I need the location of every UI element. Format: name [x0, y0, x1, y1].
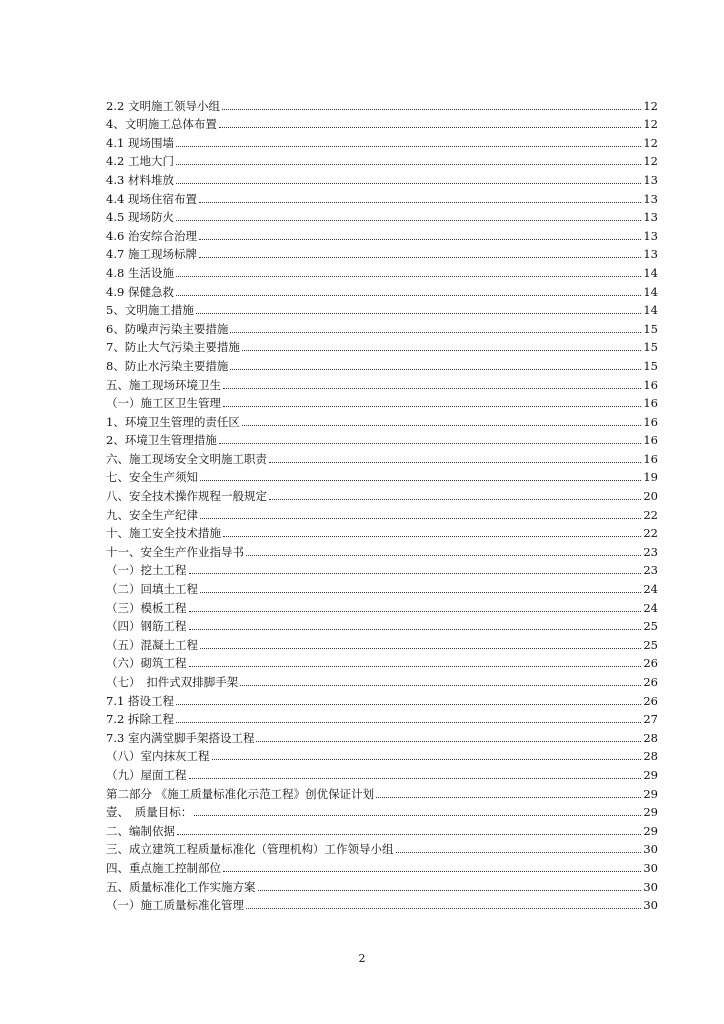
- toc-leader-dots: [219, 443, 641, 444]
- toc-leader-dots: [269, 462, 641, 463]
- toc-entry[interactable]: [106, 131, 658, 150]
- toc-entry-page: 15: [643, 358, 658, 373]
- toc-entry-title: （七） 扣件式双排脚手架: [106, 675, 239, 689]
- toc-entry-page: 16: [643, 414, 658, 429]
- toc-leader-dots: [230, 332, 641, 333]
- toc-entry-title: 五、质量标准化工作实施方案: [106, 879, 256, 894]
- toc-entry-title: （五）混凝土工程: [106, 637, 198, 652]
- toc-entry[interactable]: [106, 150, 658, 169]
- toc-leader-dots: [189, 629, 642, 630]
- toc-entry[interactable]: [106, 577, 658, 596]
- toc-entry[interactable]: [106, 484, 658, 503]
- toc-leader-dots: [176, 220, 641, 221]
- toc-leader-dots: [199, 257, 641, 258]
- toc-entry-title: （一）挖土工程: [106, 563, 187, 578]
- toc-leader-dots: [189, 666, 642, 667]
- toc-leader-dots: [212, 759, 642, 760]
- toc-entry-page: 23: [643, 544, 658, 559]
- toc-leader-dots: [222, 109, 641, 110]
- toc-leader-dots: [189, 573, 642, 574]
- toc-leader-dots: [200, 592, 641, 593]
- toc-entry[interactable]: [106, 392, 658, 411]
- toc-entry-title: 4.4 现场住宿布置: [106, 191, 197, 206]
- toc-entry[interactable]: [106, 373, 658, 392]
- toc-entry-page: 16: [643, 396, 658, 411]
- toc-entry-page: 26: [643, 656, 658, 671]
- toc-entry[interactable]: [106, 466, 658, 485]
- toc-entry[interactable]: [106, 503, 658, 522]
- toc-entry[interactable]: [106, 559, 658, 578]
- toc-entry-page: 25: [643, 637, 658, 652]
- toc-leader-dots: [242, 350, 641, 351]
- toc-entry-title: 8、防止水污染主要措施: [106, 358, 229, 373]
- toc-entry[interactable]: [106, 354, 658, 373]
- toc-entry-page: 13: [643, 210, 658, 225]
- toc-entry[interactable]: [106, 168, 658, 187]
- toc-leader-dots: [246, 908, 641, 909]
- toc-entry-page: 29: [643, 805, 658, 820]
- toc-entry[interactable]: [106, 615, 658, 634]
- toc-entry-page: 12: [643, 117, 658, 132]
- toc-entry-page: 16: [643, 451, 658, 466]
- toc-leader-dots: [176, 276, 641, 277]
- toc-leader-dots: [396, 852, 642, 853]
- toc-entry[interactable]: [106, 763, 658, 782]
- toc-entry[interactable]: [106, 113, 658, 132]
- toc-entry-title: 2.2 文明施工领导小组: [106, 98, 220, 113]
- toc-entry-title: （二）回填土工程: [106, 582, 198, 597]
- toc-entry-page: 30: [643, 879, 658, 894]
- toc-entry-page: 12: [643, 135, 658, 150]
- toc-entry[interactable]: [106, 633, 658, 652]
- toc-entry-page: 19: [643, 470, 658, 485]
- toc-entry-page: 13: [643, 191, 658, 206]
- toc-leader-dots: [176, 183, 641, 184]
- toc-entry[interactable]: [106, 299, 658, 318]
- toc-entry[interactable]: [106, 670, 658, 689]
- toc-leader-dots: [199, 202, 641, 203]
- toc-leader-dots: [176, 295, 641, 296]
- toc-entry-title: 4、文明施工总体布置: [106, 117, 217, 132]
- toc-entry-page: 24: [643, 600, 658, 615]
- toc-entry-title: 7.2 拆除工程: [106, 712, 174, 727]
- toc-entry-page: 29: [643, 823, 658, 838]
- toc-entry[interactable]: [106, 596, 658, 615]
- toc-entry-title: （八）室内抹灰工程: [106, 749, 210, 764]
- toc-leader-dots: [189, 611, 642, 612]
- toc-entry[interactable]: [106, 708, 658, 727]
- toc-entry-page: 14: [643, 265, 658, 280]
- toc-entry-title: 十、施工安全技术措施: [106, 526, 221, 541]
- toc-entry-title: 三、成立建筑工程质量标准化（管理机构）工作领导小组: [106, 842, 394, 857]
- toc-entry-page: 30: [643, 898, 658, 913]
- toc-leader-dots: [242, 425, 641, 426]
- toc-entry-page: 24: [643, 582, 658, 597]
- toc-leader-dots: [230, 369, 641, 370]
- toc-entry-title: （三）模板工程: [106, 600, 187, 615]
- toc-leader-dots: [196, 313, 641, 314]
- toc-leader-dots: [256, 741, 641, 742]
- toc-entry[interactable]: [106, 894, 658, 913]
- toc-entry-page: 27: [643, 712, 658, 727]
- toc-entry-page: 30: [643, 860, 658, 875]
- toc-entry[interactable]: [106, 819, 658, 838]
- toc-entry-title: 第二部分 《施工质量标准化示范工程》创优保证计划: [106, 786, 375, 801]
- toc-entry-title: 2、环境卫生管理措施: [106, 433, 217, 448]
- toc-entry[interactable]: [106, 875, 658, 894]
- toc-entry[interactable]: [106, 689, 658, 708]
- toc-entry-page: 12: [643, 154, 658, 169]
- toc-entry-page: 13: [643, 228, 658, 243]
- toc-leader-dots: [176, 704, 641, 705]
- toc-entry-page: 23: [643, 563, 658, 578]
- toc-entry-page: 13: [643, 172, 658, 187]
- toc-leader-dots: [176, 146, 641, 147]
- toc-entry-page: 16: [643, 377, 658, 392]
- toc-entry[interactable]: [106, 261, 658, 280]
- toc-entry-title: 7.3 室内满堂脚手架搭设工程: [106, 730, 255, 745]
- toc-entry-title: 4.2 工地大门: [106, 154, 174, 169]
- toc-entry-page: 26: [643, 693, 658, 708]
- toc-entry-title: （四）钢筋工程: [106, 619, 187, 634]
- toc-entry-title: 壹、 质量目标：: [106, 805, 193, 820]
- toc-entry-page: 12: [643, 98, 658, 113]
- toc-entry-title: 二、编制依据: [106, 823, 175, 838]
- toc-entry[interactable]: [106, 856, 658, 875]
- toc-entry[interactable]: [106, 782, 658, 801]
- toc-entry-page: 20: [643, 489, 658, 504]
- toc-entry-title: 1、环境卫生管理的责任区: [106, 414, 240, 429]
- toc-entry[interactable]: [106, 447, 658, 466]
- toc-entry[interactable]: [106, 726, 658, 745]
- toc-leader-dots: [194, 815, 641, 816]
- toc-entry[interactable]: [106, 336, 658, 355]
- toc-entry-title: （六）砌筑工程: [106, 656, 187, 671]
- toc-entry[interactable]: [106, 801, 658, 820]
- toc-entry[interactable]: [106, 206, 658, 225]
- toc-entry-title: （一）施工区卫生管理: [106, 396, 221, 411]
- toc-entry-page: 29: [643, 786, 658, 801]
- toc-entry-page: 15: [643, 340, 658, 355]
- toc-entry[interactable]: [106, 429, 658, 448]
- toc-entry-page: 26: [643, 675, 658, 689]
- toc-entry-page: 22: [643, 507, 658, 522]
- toc-entry-title: 六、施工现场安全文明施工职责: [106, 451, 267, 466]
- toc-entry-title: 4.6 治安综合治理: [106, 228, 197, 243]
- toc-entry-page: 22: [643, 526, 658, 541]
- toc-entry-page: 29: [643, 767, 658, 782]
- toc-entry-title: 五、施工现场环境卫生: [106, 377, 221, 392]
- toc-entry[interactable]: [106, 410, 658, 429]
- toc-entry-title: 5、文明施工措施: [106, 303, 194, 318]
- toc-entry-title: 4.9 保健急救: [106, 284, 174, 299]
- toc-entry-title: 七、安全生产须知: [106, 470, 198, 485]
- toc-entry-page: 28: [643, 730, 658, 745]
- toc-leader-dots: [176, 164, 641, 165]
- toc-entry-page: 14: [643, 303, 658, 318]
- toc-entry[interactable]: [106, 280, 658, 299]
- toc-entry[interactable]: [106, 522, 658, 541]
- toc-entry-title: 四、重点施工控制部位: [106, 860, 221, 875]
- toc-leader-dots: [200, 518, 641, 519]
- toc-entry-title: 九、安全生产纪律: [106, 507, 198, 522]
- toc-entry-page: 28: [643, 749, 658, 764]
- toc-leader-dots: [177, 834, 641, 835]
- toc-leader-dots: [246, 555, 641, 556]
- toc-entry[interactable]: [106, 317, 658, 336]
- toc-entry-title: 4.3 材料堆放: [106, 172, 174, 187]
- toc-entry-title: 4.1 现场围墙: [106, 135, 174, 150]
- toc-entry-title: 4.5 现场防火: [106, 210, 174, 225]
- toc-entry-title: 十一、安全生产作业指导书: [106, 544, 244, 559]
- page-number: 2: [358, 952, 366, 965]
- toc-entry-page: 25: [643, 619, 658, 634]
- toc-entry[interactable]: [106, 540, 658, 559]
- toc-entry-title: 6、防噪声污染主要措施: [106, 321, 229, 336]
- toc-leader-dots: [200, 480, 641, 481]
- toc-entry[interactable]: [106, 224, 658, 243]
- toc-leader-dots: [200, 648, 641, 649]
- toc-entry[interactable]: [106, 94, 658, 113]
- toc-entry-title: 7.1 搭设工程: [106, 693, 174, 708]
- toc-leader-dots: [223, 388, 641, 389]
- toc-entry-title: 4.7 施工现场标牌: [106, 247, 197, 262]
- toc-entry[interactable]: [106, 652, 658, 671]
- toc-entry-title: 4.8 生活设施: [106, 265, 174, 280]
- toc-entry-title: 八、安全技术操作规程一般规定: [106, 489, 267, 504]
- toc-entry-page: 16: [643, 433, 658, 448]
- toc-leader-dots: [223, 536, 641, 537]
- toc-leader-dots: [258, 890, 642, 891]
- toc-entry-page: 30: [643, 842, 658, 857]
- table-of-contents: [106, 94, 658, 912]
- toc-leader-dots: [199, 239, 641, 240]
- toc-leader-dots: [223, 406, 641, 407]
- toc-entry-page: 15: [643, 321, 658, 336]
- toc-entry-page: 14: [643, 284, 658, 299]
- toc-entry-title: （九）屋面工程: [106, 767, 187, 782]
- toc-leader-dots: [219, 127, 641, 128]
- toc-entry[interactable]: [106, 243, 658, 262]
- toc-leader-dots: [240, 685, 641, 686]
- toc-entry[interactable]: [106, 838, 658, 857]
- toc-leader-dots: [269, 499, 641, 500]
- toc-leader-dots: [189, 778, 642, 779]
- toc-leader-dots: [223, 871, 641, 872]
- toc-entry-page: 13: [643, 247, 658, 262]
- toc-entry[interactable]: [106, 745, 658, 764]
- toc-entry-title: （一）施工质量标准化管理: [106, 898, 244, 913]
- toc-entry-title: 7、防止大气污染主要措施: [106, 340, 240, 355]
- toc-entry[interactable]: [106, 187, 658, 206]
- toc-leader-dots: [376, 797, 641, 798]
- toc-leader-dots: [176, 722, 641, 723]
